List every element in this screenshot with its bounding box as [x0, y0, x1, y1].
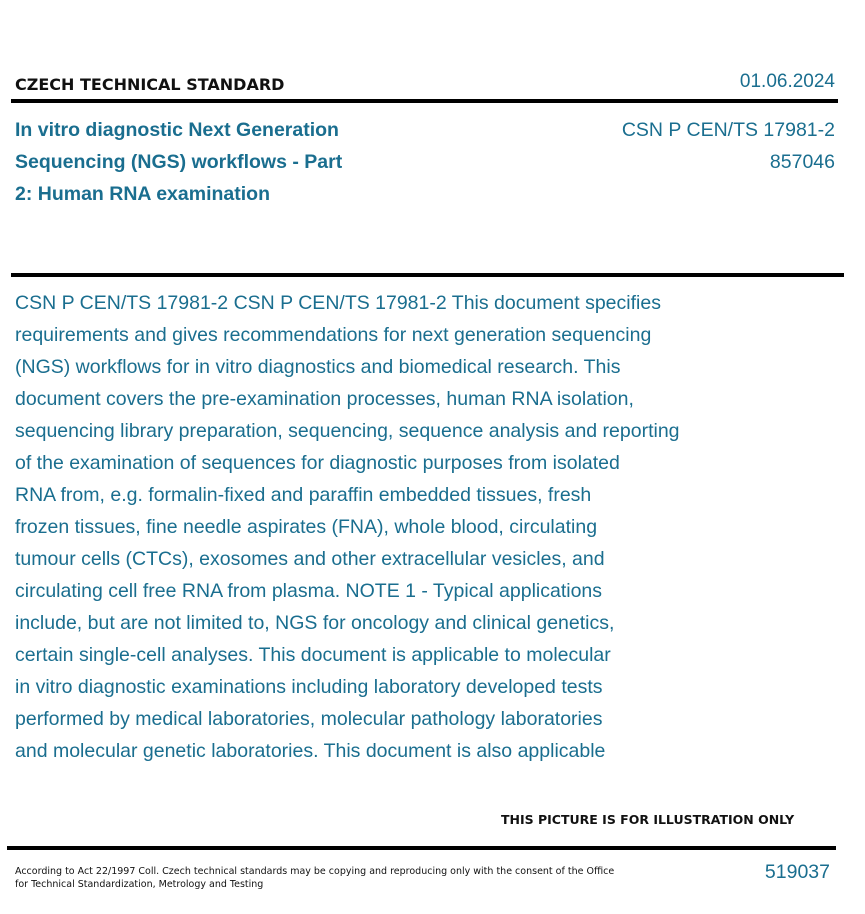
- standard-type-heading: CZECH TECHNICAL STANDARD: [15, 75, 285, 94]
- abstract-line: CSN P CEN/TS 17981-2 CSN P CEN/TS 17981-2 This document specifies: [15, 292, 661, 314]
- abstract-line: document covers the pre-examination processes, human RNA isolation,: [15, 388, 634, 410]
- copyright-line: According to Act 22/1997 Coll. Czech technical standards may be copying and reproducing only with the consent of the Office: [15, 866, 615, 877]
- abstract-line: certain single-cell analyses. This document is applicable to molecular: [15, 644, 611, 666]
- document-title-line: 2: Human RNA examination: [15, 183, 270, 205]
- document-title-line: In vitro diagnostic Next Generation: [15, 119, 339, 141]
- publication-date: 01.06.2024: [739, 71, 835, 92]
- abstract-line: include, but are not limited to, NGS for oncology and clinical genetics,: [15, 612, 615, 634]
- abstract-line: RNA from, e.g. formalin-fixed and paraffin embedded tissues, fresh: [15, 484, 592, 506]
- abstract-line: frozen tissues, fine needle aspirates (FNA), whole blood, circulating: [15, 516, 598, 538]
- footer-divider: [7, 846, 836, 850]
- catalog-number: 857046: [769, 151, 835, 173]
- document-title: [15, 114, 375, 210]
- abstract-line: requirements and gives recommendations for next generation sequencing: [15, 324, 652, 346]
- document-title-line: Sequencing (NGS) workflows - Part: [15, 151, 343, 173]
- abstract-line: (NGS) workflows for in vitro diagnostics and biomedical research. This: [15, 356, 621, 378]
- document-abstract: [15, 287, 755, 767]
- section-divider: [11, 273, 844, 277]
- abstract-line: and molecular genetic laboratories. This document is also applicable: [15, 740, 606, 762]
- copyright-notice: [15, 865, 615, 891]
- illustration-notice: THIS PICTURE IS FOR ILLUSTRATION ONLY: [501, 812, 795, 827]
- abstract-line: performed by medical laboratories, molecular pathology laboratories: [15, 708, 603, 730]
- footer-number: 519037: [764, 861, 830, 883]
- abstract-line: sequencing library preparation, sequencing, sequence analysis and reporting: [15, 420, 680, 442]
- copyright-line: for Technical Standardization, Metrology and Testing: [15, 879, 264, 890]
- document-identifiers: [622, 114, 835, 178]
- standard-code: CSN P CEN/TS 17981-2: [621, 119, 835, 141]
- header-divider: [11, 99, 838, 103]
- abstract-line: tumour cells (CTCs), exosomes and other extracellular vesicles, and: [15, 548, 605, 570]
- abstract-line: of the examination of sequences for diagnostic purposes from isolated: [15, 452, 620, 474]
- abstract-line: in vitro diagnostic examinations including laboratory developed tests: [15, 676, 603, 698]
- abstract-line: circulating cell free RNA from plasma. NOTE 1 - Typical applications: [15, 580, 603, 602]
